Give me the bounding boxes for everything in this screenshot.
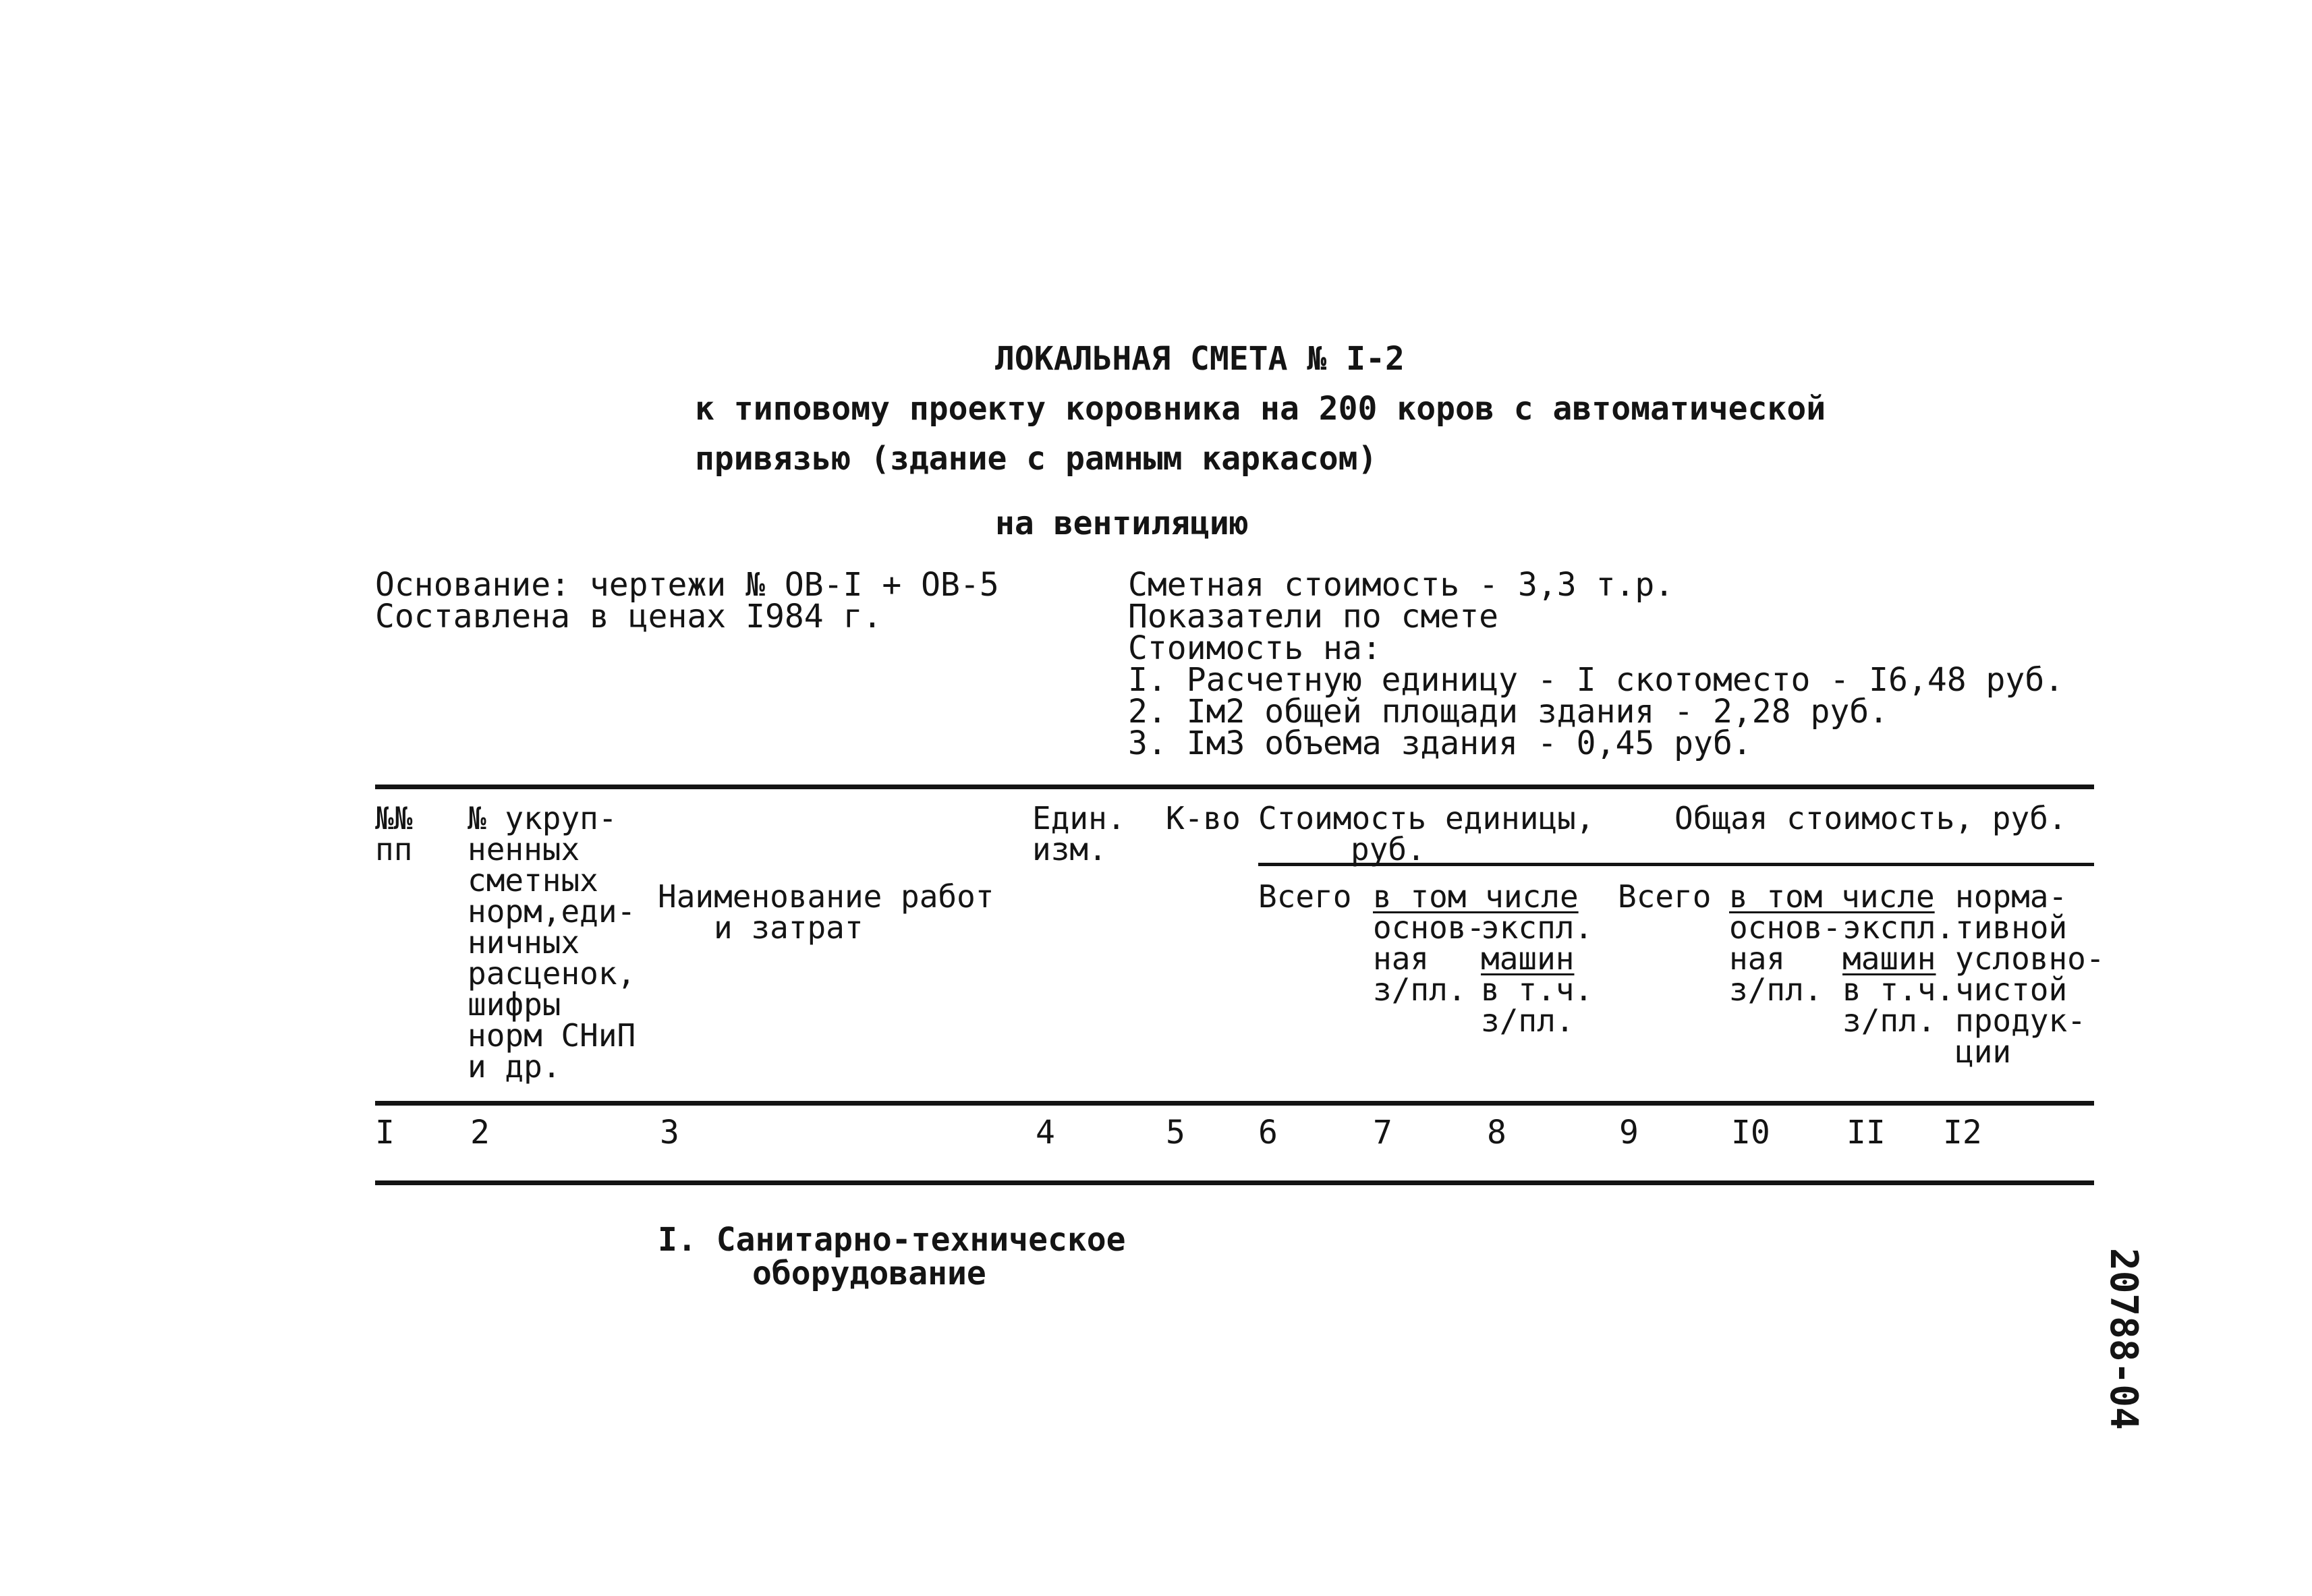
col-header-unit-machine: з/пл. — [1481, 1002, 1575, 1039]
column-number: 7 — [1373, 1114, 1392, 1151]
column-number: 5 — [1166, 1114, 1185, 1151]
col-header-normative: продук- — [1955, 1002, 2086, 1039]
column-number: 6 — [1258, 1114, 1278, 1151]
col-header-unit-machine: экспл. — [1481, 909, 1594, 946]
col-header-unit-basic: основ- — [1373, 909, 1486, 946]
col-header-unit-cost: руб. — [1351, 831, 1426, 867]
col-header-total-cost: Общая стоимость, руб. — [1674, 800, 2067, 836]
col-header-norms: расценок, — [468, 955, 636, 992]
column-number: 8 — [1487, 1114, 1506, 1151]
column-number: I2 — [1943, 1114, 1982, 1151]
col-header-unit-machine: в т.ч. — [1481, 971, 1594, 1008]
archive-number-stamp: 20788-04 — [2102, 1248, 2145, 1430]
estimate-title: ЛОКАЛЬНАЯ СМЕТА № I-2 — [995, 340, 1405, 378]
col-header-unit-incl: в том числе — [1373, 878, 1579, 915]
col-header-normative: ции — [1955, 1033, 2012, 1070]
column-number: 9 — [1619, 1114, 1639, 1151]
col-header-normative: норма- — [1955, 878, 2068, 915]
col-header-work-name: Наименование работ — [658, 878, 994, 915]
col-header-work-name: и затрат — [714, 909, 864, 946]
col-header-total-machine: в т.ч. — [1842, 971, 1955, 1008]
col-header-quantity: К-во — [1166, 800, 1241, 836]
indicator-item: 3. Iм3 объема здания - 0,45 руб. — [1128, 724, 1752, 762]
col-header-unit-total: Всего — [1258, 878, 1352, 915]
estimate-subject: на вентиляцию — [995, 505, 1249, 542]
col-header-norms: шифры — [468, 986, 561, 1023]
col-header-normative: условно- — [1955, 940, 2105, 977]
col-header-norms: сметных — [468, 862, 598, 899]
col-header-total-machine: машин — [1842, 940, 1936, 977]
column-number: I0 — [1731, 1114, 1770, 1151]
col-header-total-total: Всего — [1618, 878, 1712, 915]
basis-drawings: Основание: чертежи № ОВ-I + ОВ-5 — [375, 566, 999, 604]
table-column-numbers-rule — [375, 1180, 2094, 1185]
col-header-norms: ничных — [468, 924, 580, 961]
section-title-line2: оборудование — [752, 1255, 986, 1292]
col-header-number: №№ — [375, 800, 413, 836]
col-header-number: пп — [375, 831, 413, 867]
cost-for-label: Стоимость на: — [1128, 629, 1382, 667]
col-header-total-machine: з/пл. — [1842, 1002, 1936, 1039]
column-number: I — [375, 1114, 395, 1151]
col-header-normative: тивной — [1955, 909, 2068, 946]
estimate-subtitle-line1: к типовому проекту коровника на 200 коров с автоматической — [695, 390, 1826, 428]
indicator-item: I. Расчетную единицу - I скотоместо - I6,48 руб. — [1128, 661, 2064, 699]
basis-prices: Составлена в ценах I984 г. — [375, 598, 882, 635]
col-header-norms: ненных — [468, 831, 580, 867]
indicator-item: 2. Iм2 общей площади здания - 2,28 руб. — [1128, 693, 1889, 731]
col-header-normative: чистой — [1955, 971, 2068, 1008]
col-header-norms: норм СНиП — [468, 1017, 636, 1054]
col-header-unit-machine: машин — [1481, 940, 1575, 977]
col-header-total-basic: з/пл. — [1729, 971, 1823, 1008]
col-header-norms: и др. — [468, 1048, 561, 1085]
col-header-total-basic: ная — [1729, 940, 1786, 977]
col-header-total-machine: экспл. — [1842, 909, 1955, 946]
col-header-unit: Един. — [1032, 800, 1126, 836]
column-number: 3 — [660, 1114, 679, 1151]
col-header-unit-basic: з/пл. — [1373, 971, 1467, 1008]
col-header-total-basic: основ- — [1729, 909, 1842, 946]
col-header-unit: изм. — [1032, 831, 1107, 867]
section-title-line1: I. Санитарно-техническое — [658, 1221, 1126, 1259]
table-top-rule — [375, 785, 2094, 789]
col-header-norms: № укруп- — [468, 800, 617, 836]
estimate-cost: Сметная стоимость - 3,3 т.р. — [1128, 566, 1674, 604]
column-number: 4 — [1036, 1114, 1055, 1151]
col-header-norms: норм,еди- — [468, 893, 636, 930]
estimate-subtitle-line2: привязью (здание с рамным каркасом) — [695, 440, 1378, 478]
table-header-bottom-rule — [375, 1101, 2094, 1106]
indicators-heading: Показатели по смете — [1128, 598, 1499, 635]
col-header-total-incl: в том числе — [1729, 878, 1935, 915]
column-number: 2 — [470, 1114, 490, 1151]
col-header-unit-basic: ная — [1373, 940, 1430, 977]
col-header-unit-cost: Стоимость единицы, — [1258, 800, 1595, 836]
column-number: II — [1846, 1114, 1886, 1151]
